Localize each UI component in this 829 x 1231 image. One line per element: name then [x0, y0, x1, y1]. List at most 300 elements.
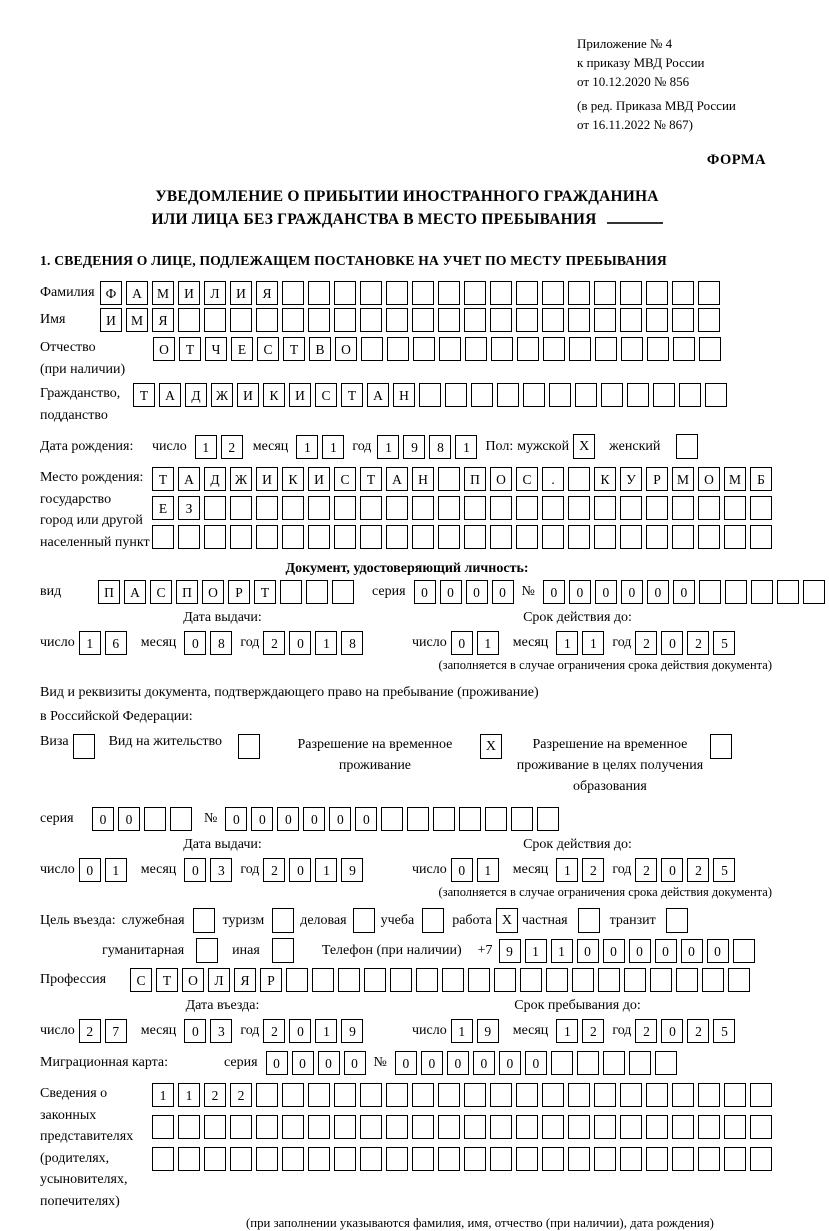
char-cell[interactable]: 2: [635, 858, 657, 882]
entry-year-cells[interactable]: [263, 1019, 367, 1043]
char-cell[interactable]: 2: [263, 631, 285, 655]
char-cell[interactable]: [386, 1083, 408, 1107]
char-cell[interactable]: [459, 807, 481, 831]
char-cell[interactable]: [568, 1083, 590, 1107]
char-cell[interactable]: 1: [556, 1019, 578, 1043]
char-cell[interactable]: [516, 308, 538, 332]
entry-month-cells[interactable]: [184, 1019, 236, 1043]
char-cell[interactable]: 2: [79, 1019, 101, 1043]
char-cell[interactable]: [542, 1115, 564, 1139]
char-cell[interactable]: 0: [395, 1051, 417, 1075]
char-cell[interactable]: [724, 496, 746, 520]
char-cell[interactable]: 2: [221, 435, 243, 459]
char-cell[interactable]: [438, 1083, 460, 1107]
char-cell[interactable]: Ф: [100, 281, 122, 305]
char-cell[interactable]: [650, 968, 672, 992]
residence-expiry-month-cells[interactable]: [556, 858, 608, 882]
char-cell[interactable]: [412, 496, 434, 520]
representatives-cells-row2[interactable]: [152, 1115, 776, 1139]
char-cell[interactable]: У: [620, 467, 642, 491]
char-cell[interactable]: [490, 496, 512, 520]
char-cell[interactable]: 8: [429, 435, 451, 459]
char-cell[interactable]: [520, 968, 542, 992]
char-cell[interactable]: 1: [105, 858, 127, 882]
char-cell[interactable]: 0: [661, 1019, 683, 1043]
char-cell[interactable]: П: [176, 580, 198, 604]
char-cell[interactable]: З: [178, 496, 200, 520]
char-cell[interactable]: [442, 968, 464, 992]
residence-issue-day-cells[interactable]: [79, 858, 131, 882]
char-cell[interactable]: [672, 1115, 694, 1139]
char-cell[interactable]: [672, 281, 694, 305]
char-cell[interactable]: Д: [185, 383, 207, 407]
char-cell[interactable]: [542, 1083, 564, 1107]
char-cell[interactable]: [360, 281, 382, 305]
char-cell[interactable]: [282, 308, 304, 332]
char-cell[interactable]: [387, 337, 409, 361]
char-cell[interactable]: [575, 383, 597, 407]
char-cell[interactable]: [803, 580, 825, 604]
char-cell[interactable]: [438, 281, 460, 305]
char-cell[interactable]: Д: [204, 467, 226, 491]
char-cell[interactable]: 3: [210, 1019, 232, 1043]
char-cell[interactable]: [724, 1147, 746, 1171]
migration-number-cells[interactable]: [395, 1051, 681, 1075]
char-cell[interactable]: [438, 496, 460, 520]
representatives-cells-row3[interactable]: [152, 1147, 776, 1171]
char-cell[interactable]: 0: [661, 631, 683, 655]
residence-series-cells[interactable]: [92, 807, 196, 831]
char-cell[interactable]: 0: [655, 939, 677, 963]
char-cell[interactable]: Н: [393, 383, 415, 407]
char-cell[interactable]: К: [594, 467, 616, 491]
char-cell[interactable]: [702, 968, 724, 992]
char-cell[interactable]: [464, 1115, 486, 1139]
char-cell[interactable]: [516, 496, 538, 520]
char-cell[interactable]: 1: [477, 858, 499, 882]
char-cell[interactable]: [620, 525, 642, 549]
char-cell[interactable]: [334, 1147, 356, 1171]
char-cell[interactable]: Е: [152, 496, 174, 520]
char-cell[interactable]: С: [130, 968, 152, 992]
doc-issue-day-cells[interactable]: [79, 631, 131, 655]
char-cell[interactable]: К: [282, 467, 304, 491]
char-cell[interactable]: [620, 308, 642, 332]
char-cell[interactable]: [568, 525, 590, 549]
char-cell[interactable]: [282, 525, 304, 549]
char-cell[interactable]: 1: [556, 631, 578, 655]
char-cell[interactable]: [445, 383, 467, 407]
char-cell[interactable]: [256, 1115, 278, 1139]
char-cell[interactable]: [416, 968, 438, 992]
char-cell[interactable]: 0: [355, 807, 377, 831]
char-cell[interactable]: 0: [621, 580, 643, 604]
char-cell[interactable]: М: [672, 467, 694, 491]
char-cell[interactable]: [152, 1115, 174, 1139]
char-cell[interactable]: [594, 496, 616, 520]
birth-month-cells[interactable]: [296, 435, 348, 459]
char-cell[interactable]: [594, 1147, 616, 1171]
char-cell[interactable]: 9: [403, 435, 425, 459]
char-cell[interactable]: [256, 1083, 278, 1107]
doc-expiry-year-cells[interactable]: [635, 631, 739, 655]
residence-issue-month-cells[interactable]: [184, 858, 236, 882]
char-cell[interactable]: [594, 525, 616, 549]
char-cell[interactable]: [549, 383, 571, 407]
char-cell[interactable]: [204, 496, 226, 520]
char-cell[interactable]: О: [202, 580, 224, 604]
char-cell[interactable]: С: [150, 580, 172, 604]
char-cell[interactable]: [464, 1147, 486, 1171]
char-cell[interactable]: [390, 968, 412, 992]
char-cell[interactable]: [594, 308, 616, 332]
char-cell[interactable]: [647, 337, 669, 361]
char-cell[interactable]: 0: [595, 580, 617, 604]
char-cell[interactable]: 3: [210, 858, 232, 882]
char-cell[interactable]: [594, 1115, 616, 1139]
char-cell[interactable]: [572, 968, 594, 992]
purpose-tourism-checkbox[interactable]: [272, 908, 294, 933]
char-cell[interactable]: Ж: [211, 383, 233, 407]
char-cell[interactable]: А: [367, 383, 389, 407]
char-cell[interactable]: [750, 1147, 772, 1171]
char-cell[interactable]: [490, 1115, 512, 1139]
char-cell[interactable]: [178, 308, 200, 332]
char-cell[interactable]: 0: [451, 858, 473, 882]
char-cell[interactable]: [438, 1115, 460, 1139]
char-cell[interactable]: [308, 1115, 330, 1139]
char-cell[interactable]: 0: [344, 1051, 366, 1075]
char-cell[interactable]: 0: [451, 631, 473, 655]
char-cell[interactable]: Т: [133, 383, 155, 407]
entry-day-cells[interactable]: [79, 1019, 131, 1043]
char-cell[interactable]: Т: [360, 467, 382, 491]
char-cell[interactable]: [361, 337, 383, 361]
char-cell[interactable]: М: [152, 281, 174, 305]
char-cell[interactable]: С: [315, 383, 337, 407]
char-cell[interactable]: 1: [582, 631, 604, 655]
char-cell[interactable]: [646, 308, 668, 332]
stay-day-cells[interactable]: [451, 1019, 503, 1043]
char-cell[interactable]: [491, 337, 513, 361]
char-cell[interactable]: [381, 807, 403, 831]
char-cell[interactable]: [568, 1115, 590, 1139]
char-cell[interactable]: 0: [681, 939, 703, 963]
char-cell[interactable]: [490, 308, 512, 332]
stay-month-cells[interactable]: [556, 1019, 608, 1043]
char-cell[interactable]: [413, 337, 435, 361]
char-cell[interactable]: [412, 281, 434, 305]
char-cell[interactable]: 7: [105, 1019, 127, 1043]
char-cell[interactable]: [308, 1147, 330, 1171]
char-cell[interactable]: [334, 1083, 356, 1107]
char-cell[interactable]: 9: [477, 1019, 499, 1043]
char-cell[interactable]: [516, 1083, 538, 1107]
char-cell[interactable]: [698, 525, 720, 549]
char-cell[interactable]: А: [386, 467, 408, 491]
char-cell[interactable]: [178, 1147, 200, 1171]
char-cell[interactable]: [485, 807, 507, 831]
char-cell[interactable]: [724, 1115, 746, 1139]
char-cell[interactable]: [471, 383, 493, 407]
char-cell[interactable]: И: [256, 467, 278, 491]
char-cell[interactable]: [386, 308, 408, 332]
char-cell[interactable]: Т: [283, 337, 305, 361]
char-cell[interactable]: 1: [477, 631, 499, 655]
char-cell[interactable]: 0: [421, 1051, 443, 1075]
doc-expiry-month-cells[interactable]: [556, 631, 608, 655]
char-cell[interactable]: [620, 1083, 642, 1107]
char-cell[interactable]: [653, 383, 675, 407]
char-cell[interactable]: И: [230, 281, 252, 305]
char-cell[interactable]: Т: [152, 467, 174, 491]
char-cell[interactable]: Б: [750, 467, 772, 491]
char-cell[interactable]: [568, 281, 590, 305]
char-cell[interactable]: [551, 1051, 573, 1075]
char-cell[interactable]: [698, 281, 720, 305]
char-cell[interactable]: [543, 337, 565, 361]
residence-expiry-day-cells[interactable]: [451, 858, 503, 882]
char-cell[interactable]: А: [124, 580, 146, 604]
char-cell[interactable]: [603, 1051, 625, 1075]
purpose-work-checkbox[interactable]: X: [496, 908, 518, 933]
char-cell[interactable]: [490, 525, 512, 549]
char-cell[interactable]: [646, 525, 668, 549]
char-cell[interactable]: Р: [646, 467, 668, 491]
char-cell[interactable]: [542, 308, 564, 332]
char-cell[interactable]: [568, 496, 590, 520]
char-cell[interactable]: [698, 496, 720, 520]
char-cell[interactable]: [230, 308, 252, 332]
char-cell[interactable]: [282, 1147, 304, 1171]
char-cell[interactable]: А: [126, 281, 148, 305]
char-cell[interactable]: [306, 580, 328, 604]
purpose-humanitarian-checkbox[interactable]: [196, 938, 218, 963]
char-cell[interactable]: [468, 968, 490, 992]
char-cell[interactable]: [364, 968, 386, 992]
char-cell[interactable]: [438, 467, 460, 491]
purpose-other-checkbox[interactable]: [272, 938, 294, 963]
char-cell[interactable]: [705, 383, 727, 407]
char-cell[interactable]: [230, 1147, 252, 1171]
char-cell[interactable]: С: [257, 337, 279, 361]
char-cell[interactable]: [464, 525, 486, 549]
char-cell[interactable]: В: [309, 337, 331, 361]
char-cell[interactable]: [312, 968, 334, 992]
char-cell[interactable]: [360, 496, 382, 520]
edu-residence-permit-checkbox[interactable]: [710, 734, 732, 759]
char-cell[interactable]: [523, 383, 545, 407]
char-cell[interactable]: [282, 496, 304, 520]
char-cell[interactable]: [537, 807, 559, 831]
char-cell[interactable]: [698, 1115, 720, 1139]
surname-cells[interactable]: [100, 281, 724, 305]
char-cell[interactable]: 5: [713, 858, 735, 882]
char-cell[interactable]: Т: [179, 337, 201, 361]
char-cell[interactable]: [438, 525, 460, 549]
char-cell[interactable]: [698, 308, 720, 332]
char-cell[interactable]: [490, 1083, 512, 1107]
char-cell[interactable]: [308, 308, 330, 332]
char-cell[interactable]: [230, 525, 252, 549]
residence-number-cells[interactable]: [225, 807, 563, 831]
purpose-business-checkbox[interactable]: [353, 908, 375, 933]
char-cell[interactable]: К: [263, 383, 285, 407]
char-cell[interactable]: [439, 337, 461, 361]
char-cell[interactable]: [332, 580, 354, 604]
char-cell[interactable]: Т: [341, 383, 363, 407]
char-cell[interactable]: [777, 580, 799, 604]
purpose-study-checkbox[interactable]: [422, 908, 444, 933]
char-cell[interactable]: [620, 1147, 642, 1171]
char-cell[interactable]: 0: [118, 807, 140, 831]
char-cell[interactable]: [360, 525, 382, 549]
char-cell[interactable]: [308, 496, 330, 520]
char-cell[interactable]: 0: [289, 1019, 311, 1043]
char-cell[interactable]: [673, 337, 695, 361]
char-cell[interactable]: [334, 281, 356, 305]
char-cell[interactable]: [230, 496, 252, 520]
char-cell[interactable]: [629, 1051, 651, 1075]
char-cell[interactable]: 1: [296, 435, 318, 459]
char-cell[interactable]: [750, 525, 772, 549]
char-cell[interactable]: [672, 308, 694, 332]
char-cell[interactable]: 2: [582, 1019, 604, 1043]
char-cell[interactable]: [360, 1147, 382, 1171]
char-cell[interactable]: [407, 807, 429, 831]
patronymic-cells[interactable]: [153, 337, 725, 361]
char-cell[interactable]: 0: [629, 939, 651, 963]
char-cell[interactable]: 8: [210, 631, 232, 655]
char-cell[interactable]: [433, 807, 455, 831]
char-cell[interactable]: [542, 525, 564, 549]
char-cell[interactable]: [569, 337, 591, 361]
char-cell[interactable]: [516, 1115, 538, 1139]
char-cell[interactable]: Я: [256, 281, 278, 305]
char-cell[interactable]: [282, 1115, 304, 1139]
char-cell[interactable]: [620, 496, 642, 520]
purpose-official-checkbox[interactable]: [193, 908, 215, 933]
char-cell[interactable]: А: [159, 383, 181, 407]
representatives-cells-row1[interactable]: [152, 1083, 776, 1107]
char-cell[interactable]: [256, 525, 278, 549]
char-cell[interactable]: [568, 308, 590, 332]
char-cell[interactable]: 2: [230, 1083, 252, 1107]
residence-expiry-year-cells[interactable]: [635, 858, 739, 882]
char-cell[interactable]: 0: [225, 807, 247, 831]
char-cell[interactable]: 9: [341, 1019, 363, 1043]
char-cell[interactable]: [144, 807, 166, 831]
char-cell[interactable]: [170, 807, 192, 831]
char-cell[interactable]: [724, 1083, 746, 1107]
char-cell[interactable]: [178, 1115, 200, 1139]
char-cell[interactable]: 0: [277, 807, 299, 831]
char-cell[interactable]: 9: [499, 939, 521, 963]
char-cell[interactable]: 0: [577, 939, 599, 963]
char-cell[interactable]: 1: [556, 858, 578, 882]
char-cell[interactable]: 0: [289, 631, 311, 655]
char-cell[interactable]: [308, 525, 330, 549]
char-cell[interactable]: 1: [551, 939, 573, 963]
char-cell[interactable]: О: [153, 337, 175, 361]
doc-issue-year-cells[interactable]: [263, 631, 367, 655]
char-cell[interactable]: 1: [322, 435, 344, 459]
char-cell[interactable]: 0: [184, 631, 206, 655]
char-cell[interactable]: П: [98, 580, 120, 604]
char-cell[interactable]: [516, 525, 538, 549]
char-cell[interactable]: Е: [231, 337, 253, 361]
char-cell[interactable]: И: [237, 383, 259, 407]
char-cell[interactable]: [178, 525, 200, 549]
char-cell[interactable]: 2: [687, 858, 709, 882]
char-cell[interactable]: 0: [329, 807, 351, 831]
char-cell[interactable]: 1: [451, 1019, 473, 1043]
char-cell[interactable]: [516, 1147, 538, 1171]
doc-number-cells[interactable]: [543, 580, 829, 604]
birth-place-cells-row3[interactable]: [152, 525, 776, 549]
char-cell[interactable]: [334, 1115, 356, 1139]
char-cell[interactable]: [672, 1083, 694, 1107]
char-cell[interactable]: С: [516, 467, 538, 491]
char-cell[interactable]: [438, 1147, 460, 1171]
char-cell[interactable]: [494, 968, 516, 992]
stay-year-cells[interactable]: [635, 1019, 739, 1043]
purpose-private-checkbox[interactable]: [578, 908, 600, 933]
female-checkbox[interactable]: [676, 434, 698, 459]
char-cell[interactable]: [286, 968, 308, 992]
char-cell[interactable]: [204, 308, 226, 332]
char-cell[interactable]: [334, 308, 356, 332]
char-cell[interactable]: [728, 968, 750, 992]
name-cells[interactable]: [100, 308, 724, 332]
char-cell[interactable]: 2: [635, 631, 657, 655]
char-cell[interactable]: 2: [635, 1019, 657, 1043]
char-cell[interactable]: 2: [263, 1019, 285, 1043]
char-cell[interactable]: [542, 281, 564, 305]
char-cell[interactable]: 2: [204, 1083, 226, 1107]
char-cell[interactable]: 9: [341, 858, 363, 882]
char-cell[interactable]: [679, 383, 701, 407]
char-cell[interactable]: 2: [263, 858, 285, 882]
char-cell[interactable]: [386, 1115, 408, 1139]
char-cell[interactable]: 1: [455, 435, 477, 459]
char-cell[interactable]: [412, 1147, 434, 1171]
char-cell[interactable]: [386, 1147, 408, 1171]
char-cell[interactable]: [152, 1147, 174, 1171]
char-cell[interactable]: [412, 1083, 434, 1107]
char-cell[interactable]: Я: [234, 968, 256, 992]
char-cell[interactable]: 0: [289, 858, 311, 882]
char-cell[interactable]: 0: [447, 1051, 469, 1075]
char-cell[interactable]: С: [334, 467, 356, 491]
char-cell[interactable]: [568, 467, 590, 491]
char-cell[interactable]: Р: [260, 968, 282, 992]
char-cell[interactable]: [594, 1083, 616, 1107]
char-cell[interactable]: 0: [303, 807, 325, 831]
char-cell[interactable]: [334, 496, 356, 520]
char-cell[interactable]: [412, 1115, 434, 1139]
char-cell[interactable]: .: [542, 467, 564, 491]
doc-issue-month-cells[interactable]: [184, 631, 236, 655]
char-cell[interactable]: [308, 1083, 330, 1107]
doc-expiry-day-cells[interactable]: [451, 631, 503, 655]
char-cell[interactable]: [334, 525, 356, 549]
char-cell[interactable]: 0: [525, 1051, 547, 1075]
visa-checkbox[interactable]: [73, 734, 95, 759]
char-cell[interactable]: [672, 1147, 694, 1171]
char-cell[interactable]: Я: [152, 308, 174, 332]
char-cell[interactable]: [412, 308, 434, 332]
